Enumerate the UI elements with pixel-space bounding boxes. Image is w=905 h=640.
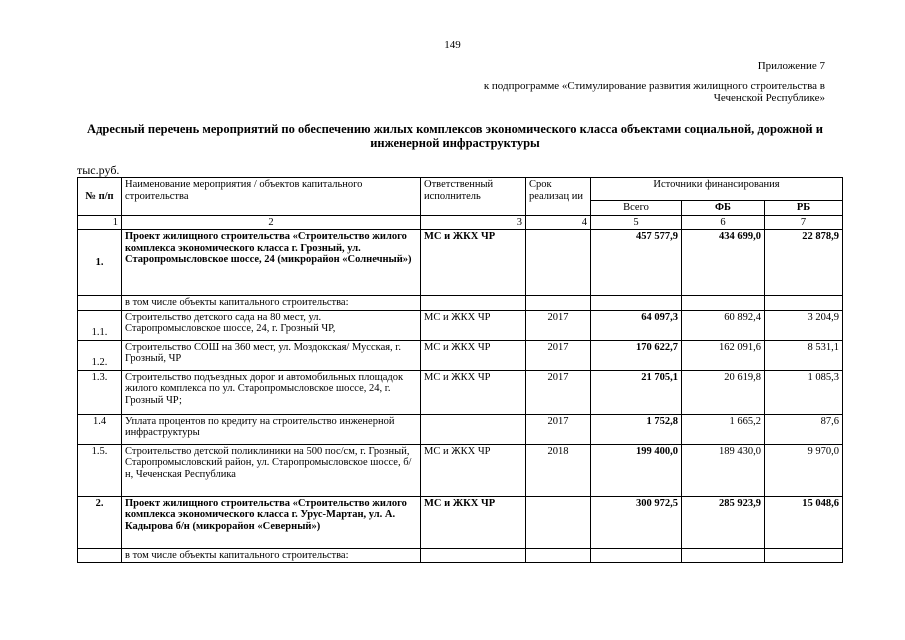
- cell-total: 170 622,7: [591, 340, 682, 370]
- cell-name: Проект жилищного строительства «Строительство жилого комплекса экономического класса г. Урус-Мартан, ул. А. Кадырова б/н (микрорайон «Северный»): [122, 496, 421, 548]
- table-row: [78, 340, 843, 370]
- col-number: 6: [682, 215, 765, 230]
- document-title: Адресный перечень мероприятий по обеспечению жилых комплексов экономического класса объектами социальной, дорожной и инженерной инфраструктуры: [87, 122, 823, 150]
- cell-fb: 285 923,9: [682, 496, 765, 548]
- cell-num: 1.5.: [78, 444, 122, 496]
- col-number: 2: [122, 215, 421, 230]
- col-number: 7: [765, 215, 843, 230]
- table-row: [78, 444, 843, 496]
- column-numbers-row: [78, 215, 843, 230]
- cell-name: Уплата процентов по кредиту на строительство инженерной инфраструктуры: [122, 414, 421, 444]
- table-row: [78, 230, 843, 296]
- unit-label: тыс.руб.: [77, 163, 120, 177]
- cell-rb: 8 531,1: [765, 340, 843, 370]
- cell-term: 2017: [526, 414, 591, 444]
- header-term: Срок реализац ии: [526, 178, 591, 216]
- cell-term: [526, 230, 591, 296]
- cell-executor: [421, 414, 526, 444]
- cell-total: 199 400,0: [591, 444, 682, 496]
- cell-executor: МС и ЖКХ ЧР: [421, 340, 526, 370]
- header-total: Всего: [591, 201, 682, 216]
- cell-executor: МС и ЖКХ ЧР: [421, 310, 526, 340]
- cell-fb: 1 665,2: [682, 414, 765, 444]
- cell-executor: МС и ЖКХ ЧР: [421, 230, 526, 296]
- header-fb: ФБ: [682, 201, 765, 216]
- table-row: [78, 370, 843, 414]
- header-rb: РБ: [765, 201, 843, 216]
- cell-total: [591, 296, 682, 311]
- cell-executor: МС и ЖКХ ЧР: [421, 496, 526, 548]
- cell-num: [78, 296, 122, 311]
- header-sources: Источники финансирования: [591, 178, 843, 201]
- table-row: [78, 414, 843, 444]
- cell-fb: 60 892,4: [682, 310, 765, 340]
- cell-total: 64 097,3: [591, 310, 682, 340]
- cell-total: 1 752,8: [591, 414, 682, 444]
- appendix-label: Приложение 7: [757, 60, 825, 72]
- appendix-subtitle: к подпрограмме «Стимулирование развития жилищного строительства в Чеченской Республике»: [483, 80, 825, 104]
- table-row: [78, 496, 843, 548]
- col-number: 4: [526, 215, 591, 230]
- col-number: 5: [591, 215, 682, 230]
- table-row: [78, 548, 843, 563]
- cell-rb: [765, 296, 843, 311]
- cell-name: Строительство подъездных дорог и автомобильных площадок жилого комплекса по ул. Старопромысловское шоссе, 24, г. Грозный ЧР;: [122, 370, 421, 414]
- table-row: [78, 296, 843, 311]
- cell-num: 2.: [78, 496, 122, 548]
- cell-term: 2017: [526, 370, 591, 414]
- cell-num: [78, 548, 122, 563]
- cell-total: 300 972,5: [591, 496, 682, 548]
- cell-executor: [421, 548, 526, 563]
- cell-num: 1.3.: [78, 370, 122, 414]
- cell-term: 2017: [526, 310, 591, 340]
- col-number: 1: [78, 215, 122, 230]
- cell-rb: 87,6: [765, 414, 843, 444]
- cell-total: 21 705,1: [591, 370, 682, 414]
- header-executor: Ответственный исполнитель: [421, 178, 526, 216]
- cell-executor: [421, 296, 526, 311]
- cell-term: [526, 496, 591, 548]
- page-number: 149: [444, 39, 461, 51]
- cell-num: 1.2.: [78, 340, 122, 370]
- col-number: 3: [421, 215, 526, 230]
- header-name: Наименование мероприятия / объектов капитального строительства: [122, 178, 421, 216]
- cell-term: 2017: [526, 340, 591, 370]
- funding-table: [77, 177, 843, 563]
- cell-num: 1.4: [78, 414, 122, 444]
- cell-rb: 1 085,3: [765, 370, 843, 414]
- cell-rb: 3 204,9: [765, 310, 843, 340]
- cell-rb: 9 970,0: [765, 444, 843, 496]
- table-header-row: [78, 178, 843, 201]
- cell-total: 457 577,9: [591, 230, 682, 296]
- cell-fb: 189 430,0: [682, 444, 765, 496]
- table-row: [78, 310, 843, 340]
- cell-executor: МС и ЖКХ ЧР: [421, 370, 526, 414]
- cell-name: Строительство детской поликлиники на 500 пос/см, г. Грозный, Старопромысловский район, ул. Старопромысловское шоссе, б/н, Чеченская Республика: [122, 444, 421, 496]
- cell-name: Строительство СОШ на 360 мест, ул. Моздокская/ Мусская, г. Грозный, ЧР: [122, 340, 421, 370]
- cell-fb: 434 699,0: [682, 230, 765, 296]
- cell-fb: [682, 548, 765, 563]
- header-num: № п/п: [78, 178, 122, 216]
- cell-name: в том числе объекты капитального строительства:: [122, 548, 421, 563]
- cell-num: 1.1.: [78, 310, 122, 340]
- cell-executor: МС и ЖКХ ЧР: [421, 444, 526, 496]
- cell-rb: [765, 548, 843, 563]
- cell-name: Проект жилищного строительства «Строительство жилого комплекса экономического класса г. Грозный, ул. Старопромысловское шоссе, 24 (микрорайон «Солнечный»): [122, 230, 421, 296]
- cell-term: 2018: [526, 444, 591, 496]
- cell-term: [526, 548, 591, 563]
- cell-num: 1.: [78, 230, 122, 296]
- cell-total: [591, 548, 682, 563]
- cell-rb: 15 048,6: [765, 496, 843, 548]
- cell-term: [526, 296, 591, 311]
- cell-fb: [682, 296, 765, 311]
- cell-fb: 162 091,6: [682, 340, 765, 370]
- cell-rb: 22 878,9: [765, 230, 843, 296]
- cell-name: в том числе объекты капитального строительства:: [122, 296, 421, 311]
- cell-fb: 20 619,8: [682, 370, 765, 414]
- cell-name: Строительство детского сада на 80 мест, ул. Старопромысловское шоссе, 24, г. Грозный ЧР,: [122, 310, 421, 340]
